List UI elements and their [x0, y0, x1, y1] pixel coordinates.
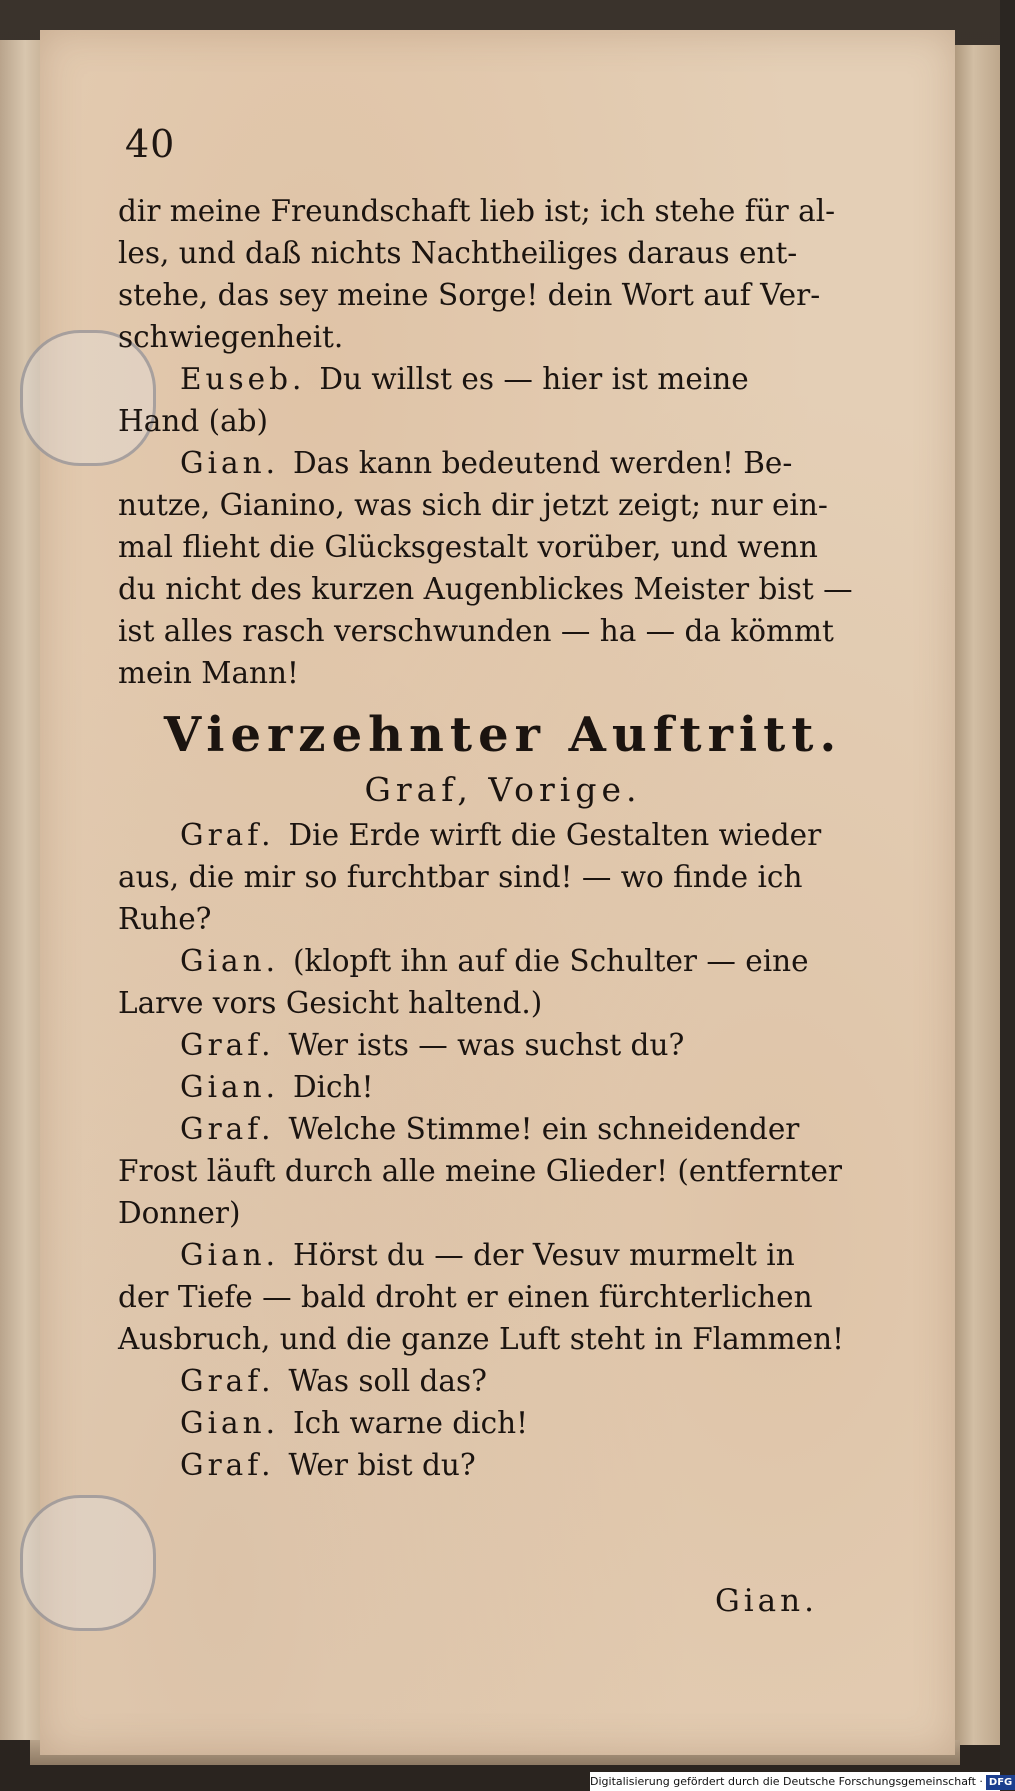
speaker-name: Gian. — [180, 1406, 279, 1440]
text-line: Frost läuft durch alle meine Glieder! (entfernter — [118, 1154, 843, 1188]
speaker-name: Gian. — [180, 944, 279, 978]
speaker-name: Gian. — [180, 446, 279, 480]
speech-text: Wer ists — was suchst du? — [288, 1028, 685, 1062]
speaker-name: Gian. — [180, 1238, 279, 1272]
right-page-edge — [952, 45, 1000, 1745]
speaker-name: Graf. — [180, 1112, 275, 1146]
text-line: dir meine Freundschaft lieb ist; ich stehe für al- — [118, 194, 836, 228]
speech-text: Die Erde wirft die Gestalten wieder — [288, 818, 822, 852]
page-text — [118, 190, 888, 1486]
text-line: du nicht des kurzen Augenblickes Meister bist — — [118, 572, 853, 606]
digitization-footer — [590, 1772, 1013, 1791]
speech-line — [118, 1108, 888, 1150]
speech-line — [118, 1402, 888, 1444]
dfg-logo: DFG — [986, 1775, 1015, 1790]
text-line: Donner) — [118, 1196, 241, 1230]
speech-text: Welche Stimme! ein schneidender — [288, 1112, 800, 1146]
speaker-name: Euseb. — [180, 362, 306, 396]
speech-line — [118, 814, 888, 856]
speech-text: Was soll das? — [288, 1364, 487, 1398]
speech-text: Ich warne dich! — [292, 1406, 528, 1440]
speech-text: Du willst es — hier ist meine — [319, 362, 749, 396]
footer-text: Digitalisierung gefördert durch die Deutsche Forschungsgemeinschaft · — [590, 1775, 983, 1788]
text-line: les, und daß nichts Nachtheiliges daraus ent- — [118, 236, 798, 270]
speech-line — [118, 1066, 888, 1108]
speech-line — [118, 1360, 888, 1402]
speaker-name: Graf. — [180, 1364, 275, 1398]
speaker-name: Gian. — [180, 1070, 279, 1104]
speech-line — [118, 358, 888, 400]
text-line: Ruhe? — [118, 902, 212, 936]
speech-text: (klopft ihn auf die Schulter — eine — [292, 944, 809, 978]
text-line: Ausbruch, und die ganze Luft steht in Flammen! — [118, 1322, 844, 1356]
page-number: 40 — [125, 122, 176, 166]
text-line: ist alles rasch verschwunden — ha — da kömmt — [118, 614, 834, 648]
text-line: mein Mann! — [118, 656, 299, 690]
text-line: nutze, Gianino, was sich dir jetzt zeigt; nur ein- — [118, 488, 828, 522]
page-clip-bottom — [20, 1495, 156, 1631]
scene-heading: Vierzehnter Auftritt. — [163, 707, 843, 763]
speaker-name: Graf. — [180, 1028, 275, 1062]
speaker-name: Graf. — [180, 1448, 275, 1482]
text-line: Larve vors Gesicht haltend.) — [118, 986, 543, 1020]
speech-line — [118, 1234, 888, 1276]
text-line: aus, die mir so furchtbar sind! — wo finde ich — [118, 860, 803, 894]
speech-text: Wer bist du? — [288, 1448, 476, 1482]
speech-text: Das kann bedeutend werden! Be- — [292, 446, 793, 480]
speech-text: Dich! — [292, 1070, 374, 1104]
scene-characters: Graf, Vorige. — [364, 770, 642, 809]
speech-line — [118, 1024, 888, 1066]
speech-text: Hörst du — der Vesuv murmelt in — [292, 1238, 795, 1272]
text-line: Hand (ab) — [118, 404, 269, 438]
left-page-edge — [0, 40, 43, 1740]
text-line: schwiegenheit. — [118, 320, 344, 354]
text-line: mal flieht die Glücksgestalt vorüber, und wenn — [118, 530, 818, 564]
speech-line — [118, 1444, 888, 1486]
speaker-name: Graf. — [180, 818, 275, 852]
text-line: der Tiefe — bald droht er einen fürchterlichen — [118, 1280, 813, 1314]
text-line: stehe, das sey meine Sorge! dein Wort auf Ver- — [118, 278, 821, 312]
speech-line — [118, 442, 888, 484]
catchword: Gian. — [715, 1583, 818, 1619]
speech-line — [118, 940, 888, 982]
